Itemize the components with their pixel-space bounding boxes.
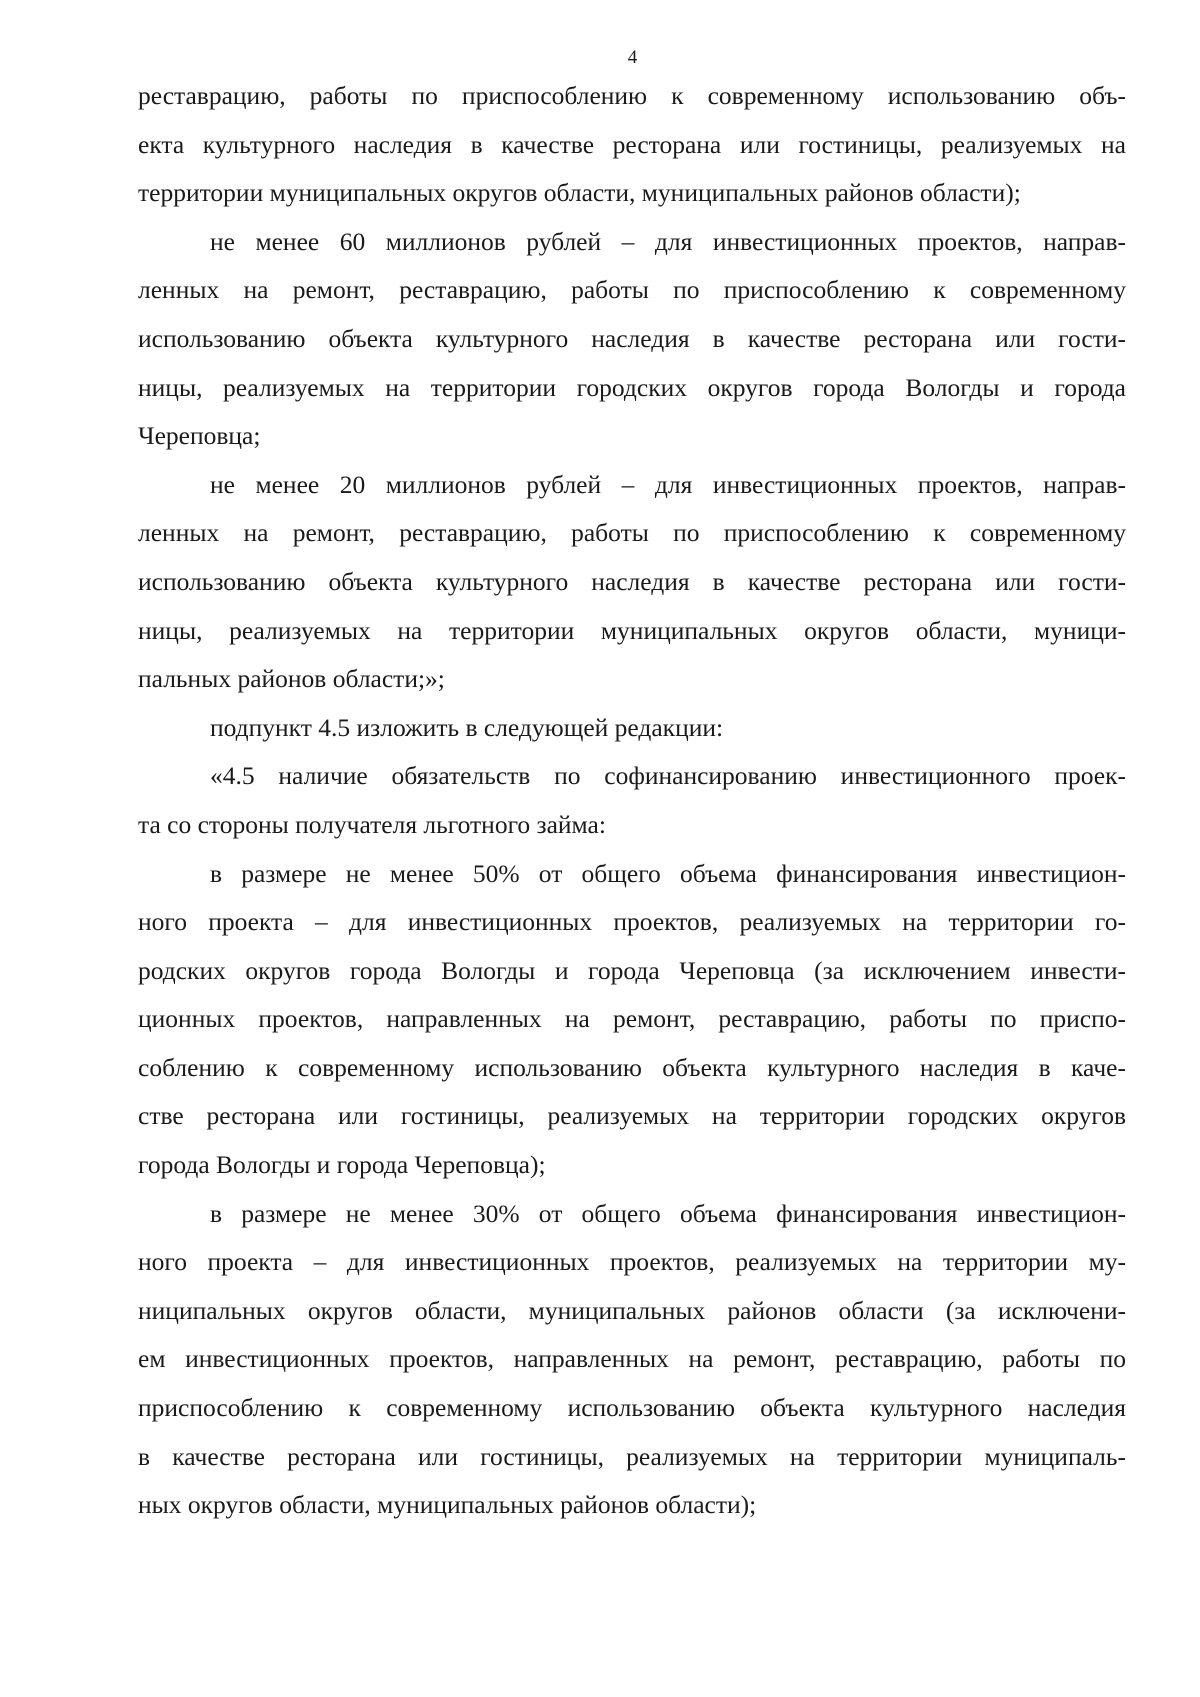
text-line: использованию объекта культурного наследия в качестве ресторана или гости- xyxy=(138,323,1126,353)
text-line: пальных районов области;»; xyxy=(138,664,445,694)
text-line: екта культурного наследия в качестве ресторана или гостиницы, реализуемых на xyxy=(138,129,1126,159)
paragraph xyxy=(138,461,1126,704)
text-line: не менее 20 миллионов рублей – для инвестиционных проектов, направ- xyxy=(210,469,1126,499)
text-line: Череповца; xyxy=(138,421,261,451)
text-line: родских округов города Вологды и города Череповца (за исключением инвести- xyxy=(138,955,1126,985)
text-line: в размере не менее 30% от общего объема финансирования инвестицион- xyxy=(210,1198,1126,1228)
text-line: ницы, реализуемых на территории городских округов города Вологды и города xyxy=(138,372,1126,402)
paragraph xyxy=(138,752,1126,849)
text-line: ного проекта – для инвестиционных проектов, реализуемых на территории го- xyxy=(138,907,1126,937)
text-line: города Вологды и города Череповца); xyxy=(138,1150,546,1180)
text-line: та со стороны получателя льготного займа: xyxy=(138,809,606,839)
text-line: соблению к современному использованию объекта культурного наследия в каче- xyxy=(138,1052,1126,1082)
text-line: приспособлению к современному использованию объекта культурного наследия xyxy=(138,1393,1126,1423)
paragraph xyxy=(138,1190,1126,1530)
text-line: в качестве ресторана или гостиницы, реализуемых на территории муниципаль- xyxy=(138,1441,1126,1471)
paragraph xyxy=(138,704,1126,753)
document-body xyxy=(138,72,1126,1530)
text-line: ного проекта – для инвестиционных проектов, реализуемых на территории му- xyxy=(138,1247,1126,1277)
text-line: «4.5 наличие обязательств по софинансированию инвестиционного проек- xyxy=(210,761,1126,791)
text-line: территории муниципальных округов области, муниципальных районов области); xyxy=(138,178,1021,208)
text-line: реставрацию, работы по приспособлению к современному использованию объ- xyxy=(138,81,1126,110)
footer-scan-mark xyxy=(1040,1670,1190,1690)
page-number: 4 xyxy=(627,47,638,68)
text-line: ционных проектов, направленных на ремонт, реставрацию, работы по приспо- xyxy=(138,1004,1126,1034)
text-line: подпункт 4.5 изложить в следующей редакции: xyxy=(210,712,724,742)
text-line: использованию объекта культурного наследия в качестве ресторана или гости- xyxy=(138,566,1126,596)
text-line: ных округов области, муниципальных районов области); xyxy=(138,1490,757,1520)
text-line: ем инвестиционных проектов, направленных на ремонт, реставрацию, работы по xyxy=(138,1344,1126,1374)
text-line: стве ресторана или гостиницы, реализуемых на территории городских округов xyxy=(138,1101,1126,1131)
text-line: ленных на ремонт, реставрацию, работы по приспособлению к современному xyxy=(138,275,1126,305)
paragraph xyxy=(138,72,1126,218)
text-line: ленных на ремонт, реставрацию, работы по приспособлению к современному xyxy=(138,518,1126,548)
text-line: в размере не менее 50% от общего объема финансирования инвестицион- xyxy=(210,858,1126,888)
text-line: ницы, реализуемых на территории муниципальных округов области, муници- xyxy=(138,615,1126,645)
paragraph xyxy=(138,850,1126,1190)
paragraph xyxy=(138,218,1126,461)
text-line: не менее 60 миллионов рублей – для инвестиционных проектов, направ- xyxy=(210,226,1126,256)
text-line: ниципальных округов области, муниципальных районов области (за исключени- xyxy=(138,1295,1126,1325)
